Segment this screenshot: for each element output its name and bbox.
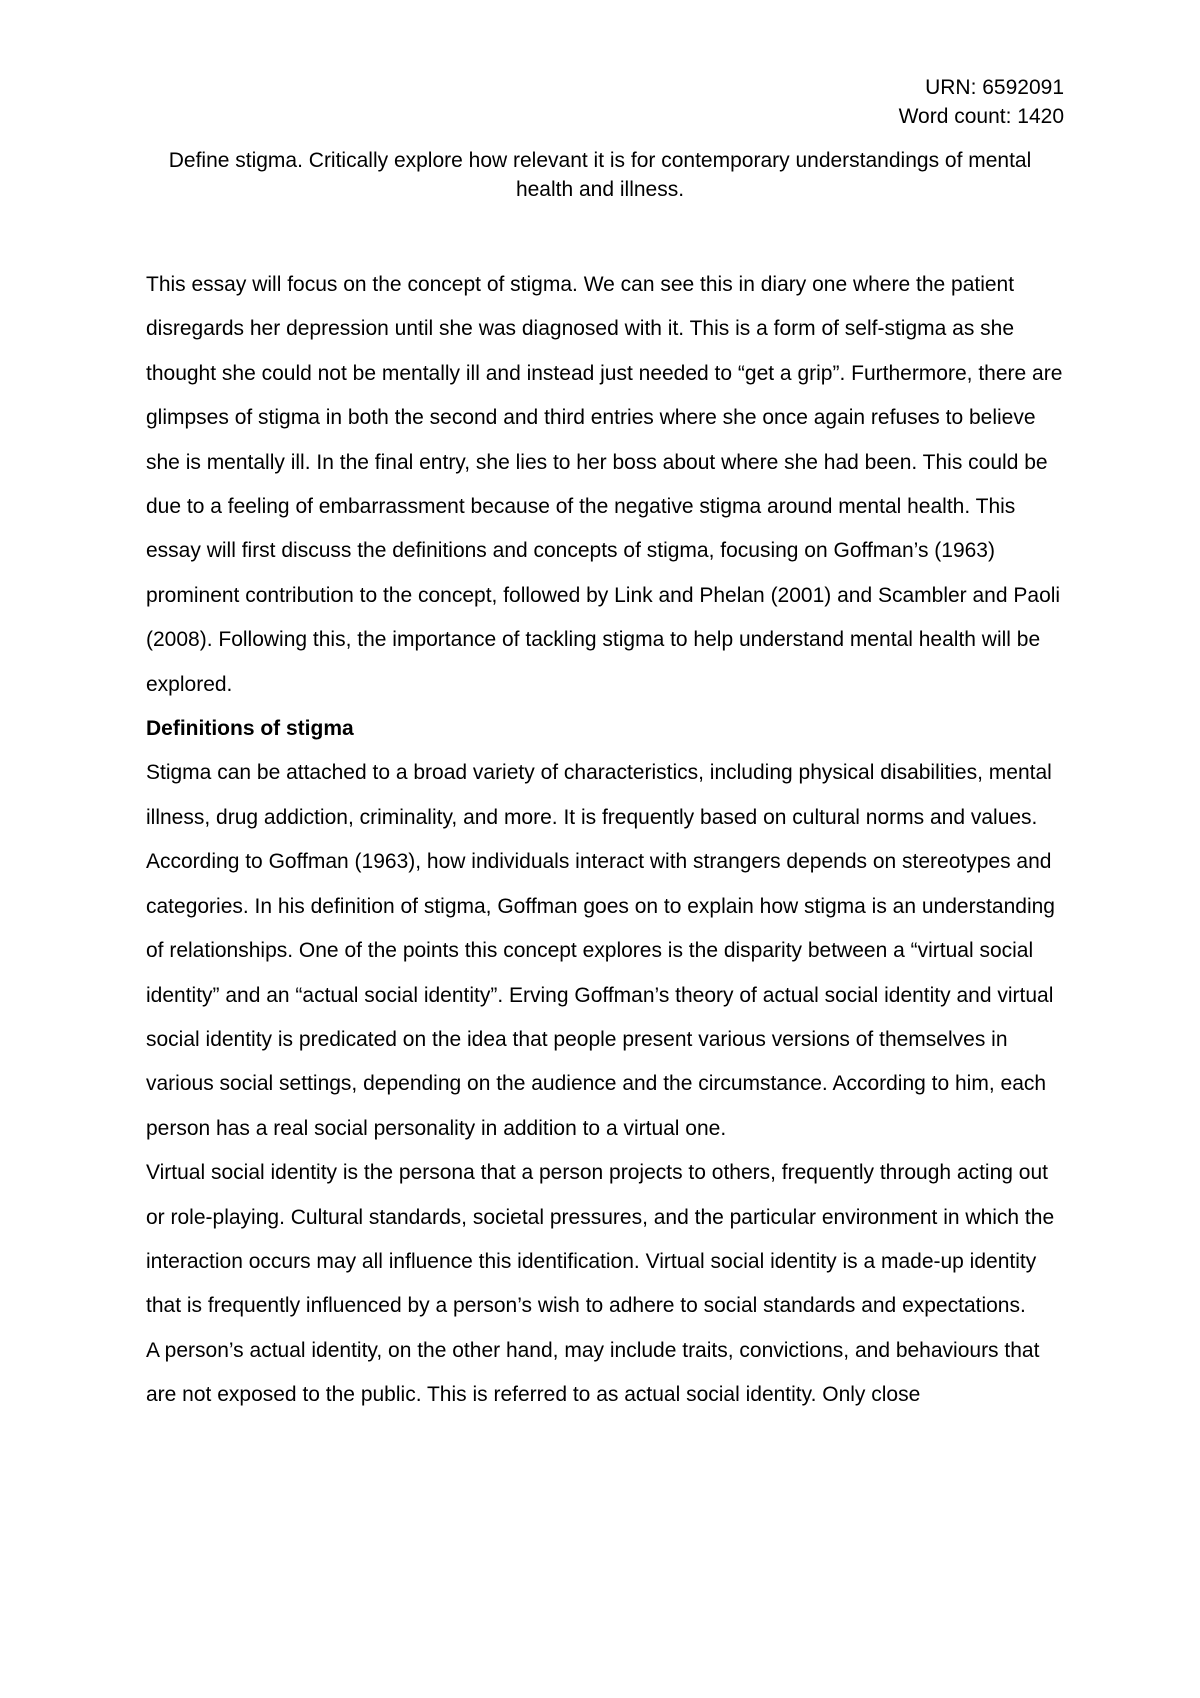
body-paragraph: A person’s actual identity, on the other hand, may include traits, convictions, and behaviours that are not exposed to the public. This is referred to as actual social identity. Only close [146, 1338, 1040, 1407]
word-count-label: Word count: 1420 [898, 105, 1064, 128]
essay-body [146, 263, 1066, 1418]
essay-title: Define stigma. Critically explore how relevant it is for contemporary understandings of mental health and illness. [168, 149, 1032, 201]
intro-paragraph: This essay will focus on the concept of stigma. We can see this in diary one where the patient disregards her depression until she was diagnosed with it. This is a form of self-stigma as she thought she could not be mentally ill and instead just needed to “get a grip”. Furthermore, there are glimpses of stigma in both the second and third entries where she once again refuses to believe she is mentally ill. In the final entry, she lies to her boss about where she had been. This could be due to a feeling of embarrassment because of the negative stigma around mental health. This essay will first discuss the definitions and concepts of stigma, focusing on Goffman’s (1963) prominent contribution to the concept, followed by Link and Phelan (2001) and Scambler and Paoli (2008). Following this, the importance of tackling stigma to help understand mental health will be explored. [146, 273, 1063, 696]
body-paragraph: Stigma can be attached to a broad variety of characteristics, including physical disabilities, mental illness, drug addiction, criminality, and more. It is frequently based on cultural norms and values. [146, 761, 1052, 829]
body-paragraph: According to Goffman (1963), how individuals interact with strangers depends on stereotypes and categories. In his definition of stigma, Goffman goes on to explain how stigma is an understanding of relationships. One of the points this concept explores is the disparity between a “virtual social identity” and an “actual social identity”. Erving Goffman’s theory of actual social identity and virtual social identity is predicated on the idea that people present various versions of themselves in various social settings, depending on the audience and the circumstance. According to him, each person has a real social personality in addition to a virtual one. [146, 850, 1055, 1140]
urn-label: URN: 6592091 [925, 76, 1064, 99]
document-meta [899, 73, 1064, 131]
section-heading: Definitions of stigma [146, 717, 354, 741]
body-paragraph: Virtual social identity is the persona that a person projects to others, frequently through acting out or role-playing. Cultural standards, societal pressures, and the particular environment in which the interaction occurs may all influence this identification. Virtual social identity is a made-up identity that is frequently influenced by a person’s wish to adhere to social standards and expectations. [146, 1161, 1055, 1318]
